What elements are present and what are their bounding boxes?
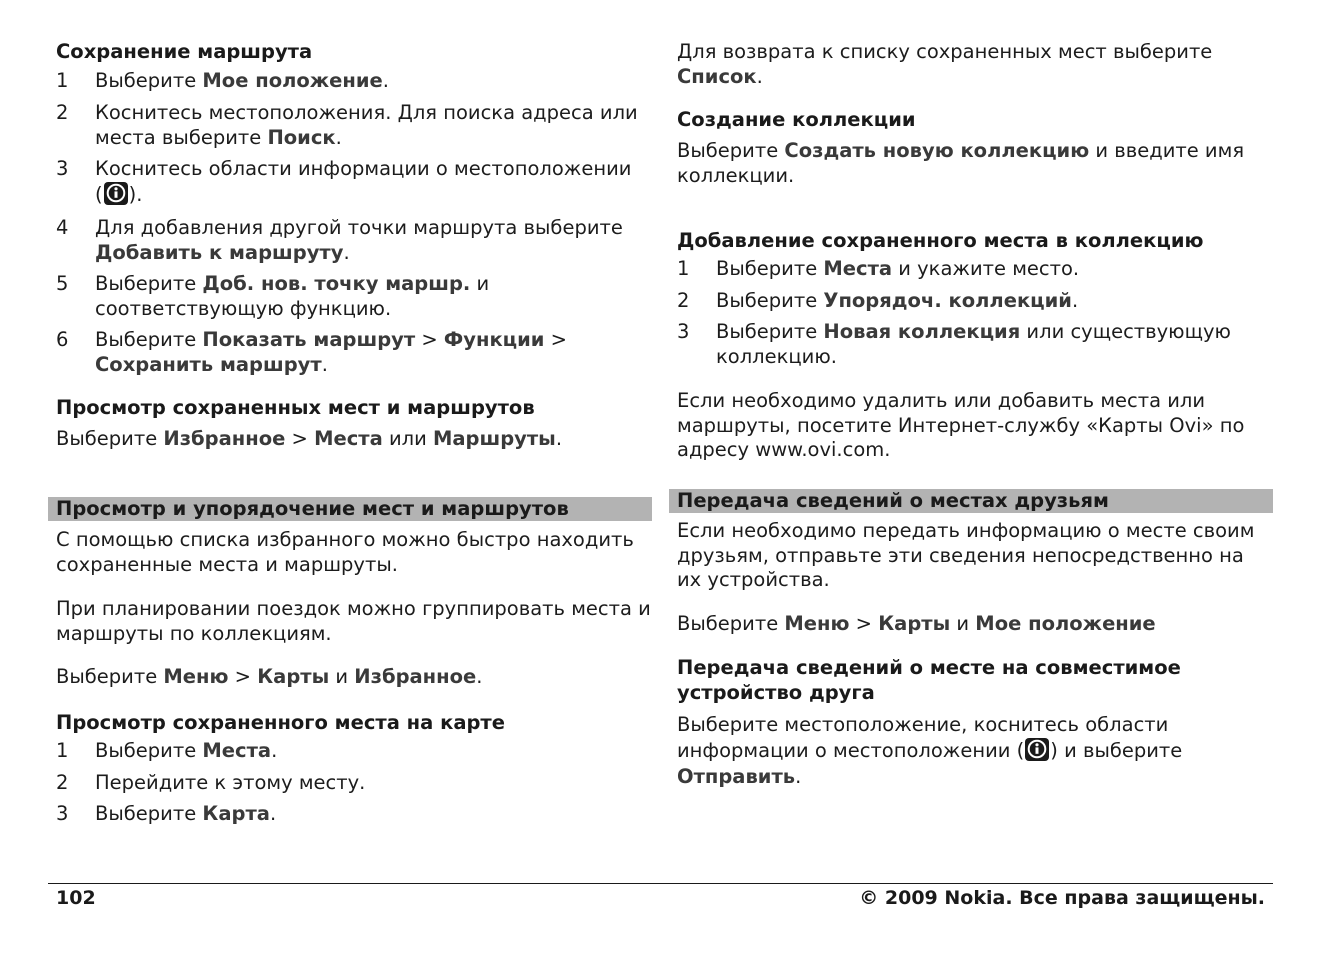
paragraph: Выберите местоположение, коснитесь области информации о местоположении ( ) и выберите Отправить. bbox=[677, 713, 1183, 788]
list-item: Для добавления другой точки маршрута выберите Добавить к маршруту. bbox=[95, 216, 623, 264]
step-number: 2 bbox=[56, 101, 69, 124]
list-item: Выберите Показать маршрут > Функции > Сохранить маршрут. bbox=[95, 328, 568, 376]
list-item: Перейдите к этому месту. bbox=[95, 771, 366, 794]
step-number: 5 bbox=[56, 272, 69, 295]
page-number: 102 bbox=[56, 887, 96, 909]
step-number: 1 bbox=[56, 69, 69, 92]
paragraph: Выберите Меню > Карты и Мое положение bbox=[677, 612, 1156, 635]
save-route-heading: Сохранение маршрута bbox=[56, 40, 313, 63]
list-item: Выберите Места и укажите место. bbox=[716, 257, 1080, 280]
paragraph: При планировании поездок можно группировать места и маршруты по коллекциям. bbox=[56, 597, 651, 645]
list-item: Выберите Упорядоч. коллекций. bbox=[716, 289, 1079, 312]
step-number: 3 bbox=[56, 802, 69, 825]
list-item: Выберите Мое положение. bbox=[95, 69, 389, 92]
step-number: 4 bbox=[56, 216, 69, 239]
view-on-map-heading: Просмотр сохраненного места на карте bbox=[56, 711, 505, 734]
step-number: 6 bbox=[56, 328, 69, 351]
list-item: Выберите Новая коллекция или существующую коллекцию. bbox=[716, 320, 1231, 368]
paragraph: Если необходимо удалить или добавить места или маршруты, посетите Интернет-службу «Карты Ovi» по адресу www.ovi.com. bbox=[677, 389, 1245, 461]
step-number: 3 bbox=[56, 157, 69, 180]
list-item: Выберите Доб. нов. точку маршр. и соответствующую функцию. bbox=[95, 272, 490, 320]
step-number: 3 bbox=[677, 320, 690, 343]
view-saved-text: Выберите Избранное > Места или Маршруты. bbox=[56, 427, 563, 450]
create-collection-heading: Создание коллекции bbox=[677, 108, 916, 131]
info-icon bbox=[104, 182, 128, 205]
list-item: Коснитесь местоположения. Для поиска адреса или места выберите Поиск. bbox=[95, 101, 638, 149]
step-number: 1 bbox=[677, 257, 690, 280]
section-band: Передача сведений о местах друзьям bbox=[669, 489, 1273, 513]
paragraph: Для возврата к списку сохраненных мест выберите Список. bbox=[677, 40, 1213, 88]
list-item: Коснитесь области информации о местоположении ( ). bbox=[95, 157, 632, 206]
copyright: © 2009 Nokia. Все права защищены. bbox=[859, 887, 1265, 909]
paragraph: Выберите Меню > Карты и Избранное. bbox=[56, 665, 483, 688]
info-icon bbox=[1025, 738, 1049, 761]
list-item: Выберите Карта. bbox=[95, 802, 277, 825]
section-band: Просмотр и упорядочение мест и маршрутов bbox=[48, 497, 652, 521]
add-to-collection-heading: Добавление сохраненного места в коллекцию bbox=[677, 229, 1204, 252]
paragraph: Выберите Создать новую коллекцию и введите имя коллекции. bbox=[677, 139, 1245, 187]
view-saved-heading: Просмотр сохраненных мест и маршрутов bbox=[56, 396, 535, 419]
step-number: 2 bbox=[56, 771, 69, 794]
send-compatible-heading: Передача сведений о месте на совместимое устройство друга bbox=[677, 656, 1181, 704]
paragraph: С помощью списка избранного можно быстро находить сохраненные места и маршруты. bbox=[56, 528, 634, 576]
step-number: 1 bbox=[56, 739, 69, 762]
paragraph: Если необходимо передать информацию о месте своим друзьям, отправьте эти сведения непосредственно на их устройства. bbox=[677, 519, 1255, 591]
list-item: Выберите Места. bbox=[95, 739, 278, 762]
step-number: 2 bbox=[677, 289, 690, 312]
footer-divider bbox=[48, 883, 1273, 884]
